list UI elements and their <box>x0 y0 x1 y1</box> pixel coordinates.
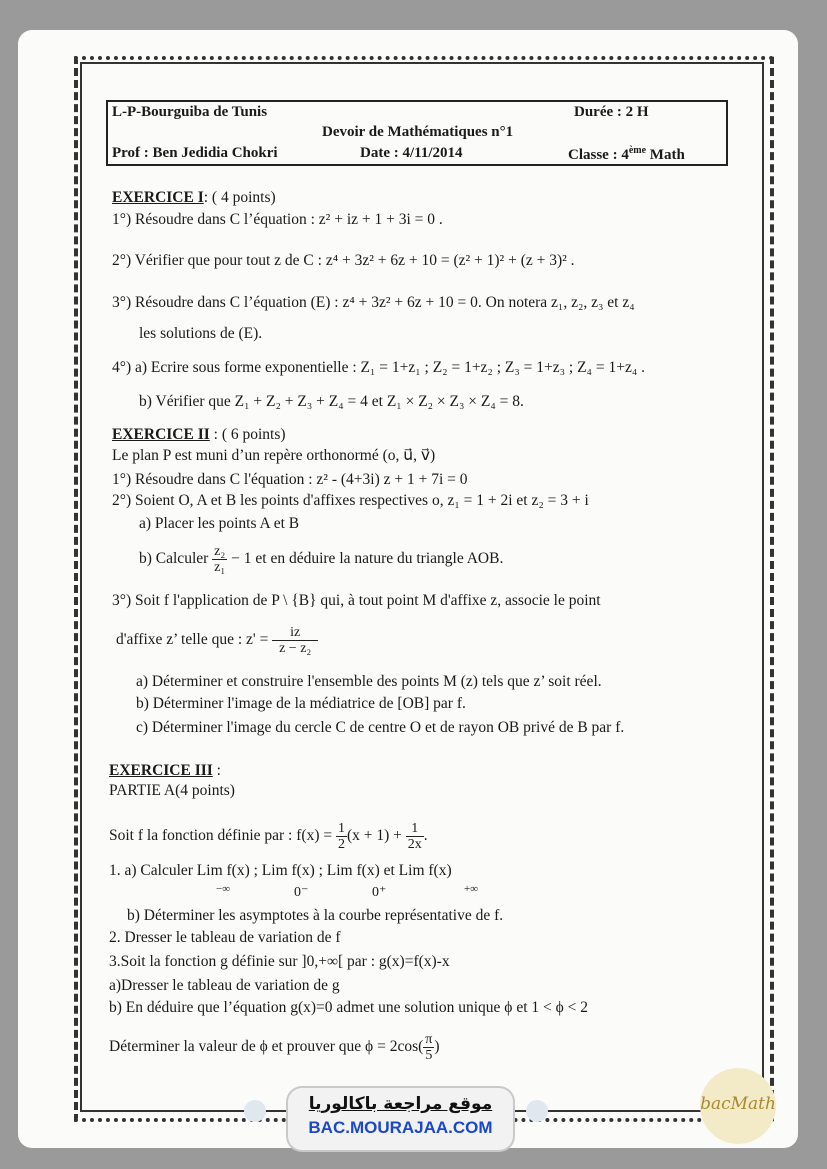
exam-date: Date : 4/11/2014 <box>360 145 463 161</box>
ex3-q2: 2. Dresser le tableau de variation de f <box>109 929 341 946</box>
ex2-q3c: c) Déterminer l'image du cercle C de centre O et de rayon OB privé de B par f. <box>136 719 625 736</box>
ex2-q3: 3°) Soit f l'application de P \ {B} qui, à tout point M d'affixe z, associe le point <box>112 592 601 609</box>
ex3-q1a: 1. a) Calculer Lim f(x) ; Lim f(x) ; Lim f(x) et Lim f(x) <box>109 862 452 879</box>
ex2-q3-formula: d'affixe z’ telle que : z' = $\frac{iz}{\text{z − z₂}}$ <box>116 618 318 662</box>
limit-zero-plus: 0⁺ <box>372 885 387 900</box>
ex2-q3a: a) Déterminer et construire l'ensemble des points M (z) tels que z’ soit réel. <box>136 673 602 690</box>
teacher-name: Prof : Ben Jedidia Chokri <box>112 145 278 161</box>
fraction-iz: $\frac{iz}{\text{z − z₂}}$ <box>272 625 318 656</box>
fraction-inverse: $\frac{1}{2x}$ <box>407 820 422 852</box>
ex3-q3c: Déterminer la valeur de ϕ et prouver que ϕ = 2cos( $\frac{\pi}{5}$ ) <box>109 1031 440 1063</box>
bacmath-logo: bacMath <box>700 1068 776 1144</box>
site-emblem-icon <box>244 1100 266 1122</box>
ex2-q1: 1°) Résoudre dans C l'équation : z² - (4+3i) z + 1 + 7i = 0 <box>112 471 468 488</box>
ex2-q2b: b) Calculer $\frac{\text{z₂}}{\text{z₁}}$ − 1 et en déduire la nature du triangle AOB. <box>139 543 504 575</box>
exam-title: Devoir de Mathématiques n°1 <box>322 124 514 140</box>
ex3-q1b: b) Déterminer les asymptotes à la courbe représentative de f. <box>127 907 504 924</box>
ex1-q4b: b) Vérifier que Z₁ + Z₂ + Z₃ + Z₄ = 4 et Z₁ × Z₂ × Z₃ × Z₄ = 8. <box>139 393 524 410</box>
site-url-link[interactable]: BAC.MOURAJAA.COM <box>308 1118 493 1137</box>
duration: Durée : 2 H <box>574 104 649 120</box>
ex1-q2: 2°) Vérifier que pour tout z de C : z⁴ + 3z² + 6z + 10 = (z² + 1)² + (z + 3)² . <box>112 252 575 269</box>
ex1-q4a: 4°) a) Ecrire sous forme exponentielle : Z₁ = 1+z₁ ; Z₂ = 1+z₂ ; Z₃ = 1+z₃ ; Z₄ = 1+z₄ . <box>112 359 645 376</box>
exercise-1-heading: EXERCICE I: ( 4 points) <box>112 189 276 206</box>
ex1-q3b: les solutions de (E). <box>139 325 263 342</box>
limit-zero-minus: 0⁻ <box>294 885 309 900</box>
fraction-z2-z1: $\frac{\text{z₂}}{\text{z₁}}$ <box>214 543 226 575</box>
ex3-q3a: a)Dresser le tableau de variation de g <box>109 977 340 994</box>
part-a-heading: PARTIE A(4 points) <box>109 782 235 799</box>
ex1-q1: 1°) Résoudre dans C l’équation : z² + iz + 1 + 3i = 0 . <box>112 211 443 228</box>
exercise-2-heading: EXERCICE II : ( 6 points) <box>112 426 286 443</box>
class-label: Classe : 4ème Math <box>568 145 685 163</box>
site-name-arabic: موقع مراجعة باكالوريا <box>308 1094 493 1114</box>
ex2-intro: Le plan P est muni d’un repère orthonormé (o, u⃗, v⃗) <box>112 447 436 464</box>
school-name: L-P-Bourguiba de Tunis <box>112 104 268 120</box>
site-emblem-icon <box>526 1100 548 1122</box>
fraction-half: $\frac{1}{2}$ <box>337 820 345 852</box>
site-banner[interactable] <box>288 1088 513 1150</box>
ex3-q3b: b) En déduire que l’équation g(x)=0 admet une solution unique ϕ et 1 < ϕ < 2 <box>109 999 589 1016</box>
ex3-q3: 3.Soit la fonction g définie sur ]0,+∞[ par : g(x)=f(x)-x <box>109 953 450 970</box>
limit-minus-inf: −∞ <box>216 883 231 895</box>
fraction-pi-5: $\frac{\pi}{5}$ <box>425 1031 433 1063</box>
ex1-q3: 3°) Résoudre dans C l’équation (E) : z⁴ + 3z² + 6z + 10 = 0. On notera z₁, z₂, z₃ et z₄ <box>112 294 635 311</box>
ex2-q2a: a) Placer les points A et B <box>139 515 300 532</box>
limit-plus-inf: +∞ <box>464 883 479 895</box>
ex2-q2: 2°) Soient O, A et B les points d'affixes respectives o, z₁ = 1 + 2i et z₂ = 3 + i <box>112 492 589 509</box>
exercise-3-heading: EXERCICE III : <box>109 762 221 779</box>
ex3-definition: Soit f la fonction définie par : f(x) = $\frac{1}{2}$ (x + 1) + $\frac{1}{2x}$ . <box>109 820 428 852</box>
ex2-q3b: b) Déterminer l'image de la médiatrice de [OB] par f. <box>136 695 466 712</box>
